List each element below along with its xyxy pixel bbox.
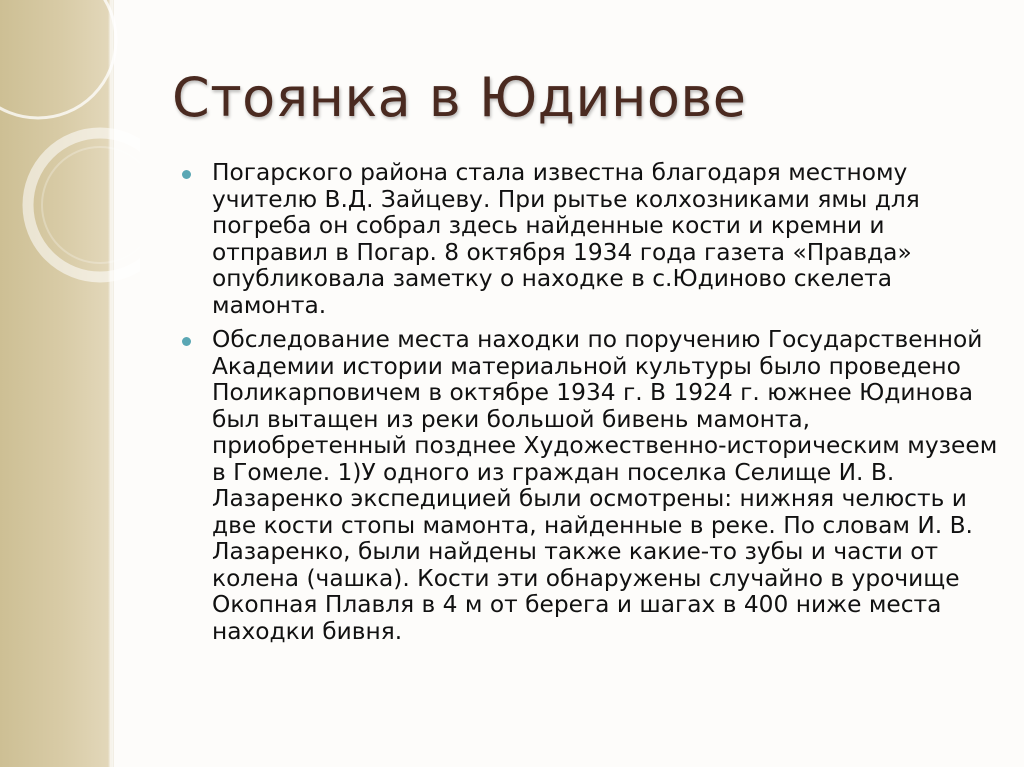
bullet-list [176, 160, 1006, 653]
bullet-text: Погарского района стала известна благодаря местному учителю В.Д. Зайцеву. При рытье колхозниками ямы для погреба он собрал здесь найденные кости и кремни и отправил в Погар. 8 октября 1934 года газета «Правда» опубликовала заметку о находке в с.Юдиново скелета мамонта. [212, 159, 920, 319]
bullet-dot-icon [182, 337, 191, 346]
decorative-ring-upper [0, 0, 116, 118]
decorative-ring-inner [42, 147, 140, 263]
decorative-circles [0, 0, 140, 330]
slide-title: Стоянка в Юдинове [172, 66, 747, 129]
bullet-item [176, 327, 1006, 645]
decorative-ring-lower [28, 133, 140, 277]
bullet-item [176, 160, 1006, 319]
bullet-dot-icon [182, 170, 191, 179]
bullet-text: Обследование места находки по поручению Государственной Академии истории материальной культуры было проведено Поликарповичем в октябре 1934 г. В 1924 г. южнее Юдинова был вытащен из реки большой бивень мамонта, приобретенный позднее Художественно-историческим музеем в Гомеле. 1)У одного из граждан поселка Селище И. В. Лазаренко экспедицией были осмотрены: нижняя челюсть и две кости стопы мамонта, найденные в реке. По словам И. В. Лазаренко, были найдены также какие-то зубы и части от колена (чашка). Кости эти обнаружены случайно в урочище Окопная Плавля в 4 м от берега и шагах в 400 ниже места находки бивня. [212, 326, 998, 645]
